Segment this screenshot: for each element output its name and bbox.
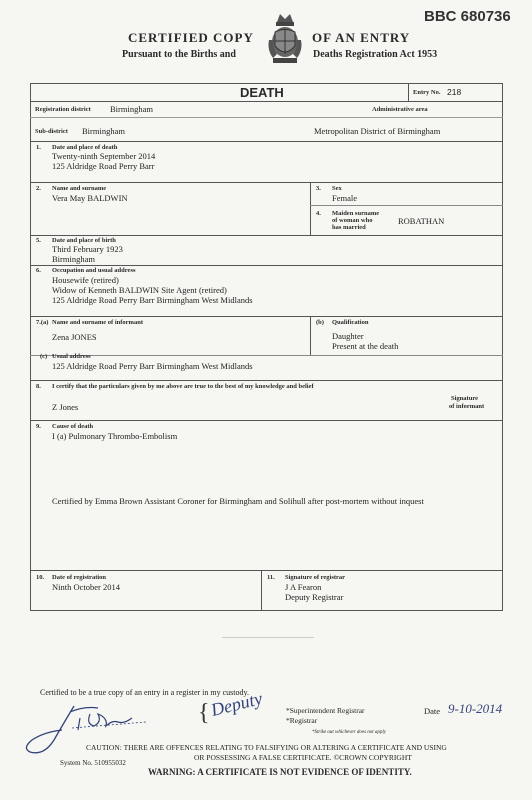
caution-line-2: OR POSSESSING A FALSE CERTIFICATE. ©CROWN COPYRIGHT: [194, 753, 412, 762]
registrar-label: *Registrar: [286, 716, 318, 725]
superintendent-registrar-label: *Superintendent Registrar: [286, 706, 365, 715]
royal-crest-icon: [265, 10, 305, 68]
field-10-number: 10.: [36, 574, 45, 581]
field-3-label: Sex: [332, 185, 342, 192]
registrar-name: J A Fearon: [285, 582, 322, 592]
of-informant-label: of informant: [449, 403, 485, 410]
administrative-area: Metropolitan District of Birmingham: [314, 126, 441, 136]
field-4-label-1: Maiden surname: [332, 210, 380, 217]
field-10-divider: [261, 570, 262, 611]
qualification-1: Daughter: [332, 331, 364, 341]
sub-district: Birmingham: [82, 126, 125, 136]
usual-address: 125 Aldridge Road Perry Barr Birmingham West Midlands: [52, 295, 253, 305]
sub-district-label: Sub-district: [35, 128, 68, 135]
signature-label: Signature: [451, 395, 478, 402]
form-heading: DEATH: [240, 85, 284, 100]
field-9-number: 9.: [36, 423, 41, 430]
field-2-divider: [310, 182, 311, 235]
subtitle-right: Deaths Registration Act 1953: [313, 49, 438, 60]
registrar-title: Deputy Registrar: [285, 592, 344, 602]
field-10-label: Date of registration: [52, 574, 107, 581]
field-6-label: Occupation and usual address: [52, 267, 136, 274]
field-4-label-2: of woman who: [332, 217, 373, 224]
field-5-label: Date and place of birth: [52, 237, 116, 244]
field-8-label: I certify that the particulars given by me above are true to the best of my knowledge and belief: [52, 383, 314, 390]
field-1-number: 1.: [36, 144, 41, 151]
date-of-death: Twenty-ninth September 2014: [52, 151, 156, 161]
strike-out-note: *Strike out whichever does not apply: [312, 730, 387, 735]
informant-signature: Z Jones: [52, 402, 79, 412]
row-divider: [30, 117, 503, 118]
field-7b-label: Qualification: [332, 319, 369, 326]
field-11-number: 11.: [267, 574, 275, 581]
field-3-divider: [310, 205, 503, 206]
spouse-details: Widow of Kenneth BALDWIN Site Agent (retired): [52, 285, 227, 295]
field-2-number: 2.: [36, 185, 41, 192]
field-3-number: 3.: [316, 185, 321, 192]
field-7a-label: Name and surname of informant: [52, 319, 143, 326]
title-left: CERTIFIED COPY: [128, 30, 254, 45]
separator-line: [222, 637, 314, 638]
date-of-registration: Ninth October 2014: [52, 582, 120, 592]
field-11-label: Signature of registrar: [285, 574, 346, 581]
field-7c-number: (c): [40, 353, 48, 360]
caution-line-1: CAUTION: THERE ARE OFFENCES RELATING TO FALSIFYING OR ALTERING A CERTIFICATE AND USING: [86, 743, 447, 752]
registration-district-label: Registration district: [35, 106, 91, 113]
field-6-number: 6.: [36, 267, 41, 274]
sex-value: Female: [332, 193, 358, 203]
deputy-signature: Deputy: [208, 688, 265, 721]
field-7-divider: [310, 316, 311, 355]
field-4-number: 4.: [316, 210, 321, 217]
informant-name: Zena JONES: [52, 332, 97, 342]
occupation: Housewife (retired): [52, 275, 119, 285]
field-1-label: Date and place of death: [52, 144, 118, 151]
identity-warning: WARNING: A CERTIFICATE IS NOT EVIDENCE OF IDENTITY.: [148, 767, 412, 777]
field-8-number: 8.: [36, 383, 41, 390]
place-of-death: 125 Aldridge Road Perry Barr: [52, 161, 155, 171]
field-9-row: [30, 420, 503, 570]
maiden-surname: ROBATHAN: [398, 216, 445, 226]
subtitle-left: Pursuant to the Births and: [122, 49, 236, 60]
field-4-label-3: has married: [332, 224, 366, 231]
qualification-2: Present at the death: [332, 341, 399, 351]
entry-label: Entry No.: [413, 89, 441, 96]
brace: {: [198, 700, 210, 726]
serial-number: BBC 680736: [424, 8, 511, 25]
field-9-label: Cause of death: [52, 423, 94, 430]
certified-statement: Certified to be a true copy of an entry in a register in my custody.: [40, 688, 249, 697]
field-2-label: Name and surname: [52, 185, 107, 192]
field-7a-number: 7.(a): [36, 319, 49, 326]
system-number: System No. 510955032: [60, 759, 126, 767]
title-right: OF AN ENTRY: [312, 30, 411, 45]
issue-date: 9-10-2014: [448, 701, 503, 716]
deceased-name: Vera May BALDWIN: [52, 193, 128, 203]
registration-district: Birmingham: [110, 104, 153, 114]
date-of-birth: Third February 1923: [52, 244, 123, 254]
date-label: Date: [424, 706, 441, 716]
field-7b-number: (b): [316, 319, 324, 326]
informant-address: 125 Aldridge Road Perry Barr Birmingham West Midlands: [52, 361, 253, 371]
entry-number: 218: [447, 87, 462, 97]
place-of-birth: Birmingham: [52, 254, 95, 264]
cause-of-death: I (a) Pulmonary Thrombo-Embolism: [52, 431, 178, 441]
field-5-number: 5.: [36, 237, 41, 244]
field-7c-label: Usual address: [52, 353, 91, 360]
coroner-certification: Certified by Emma Brown Assistant Coroner for Birmingham and Solihull after post-mortem without inquest: [52, 496, 424, 506]
administrative-area-label: Administrative area: [372, 106, 428, 113]
